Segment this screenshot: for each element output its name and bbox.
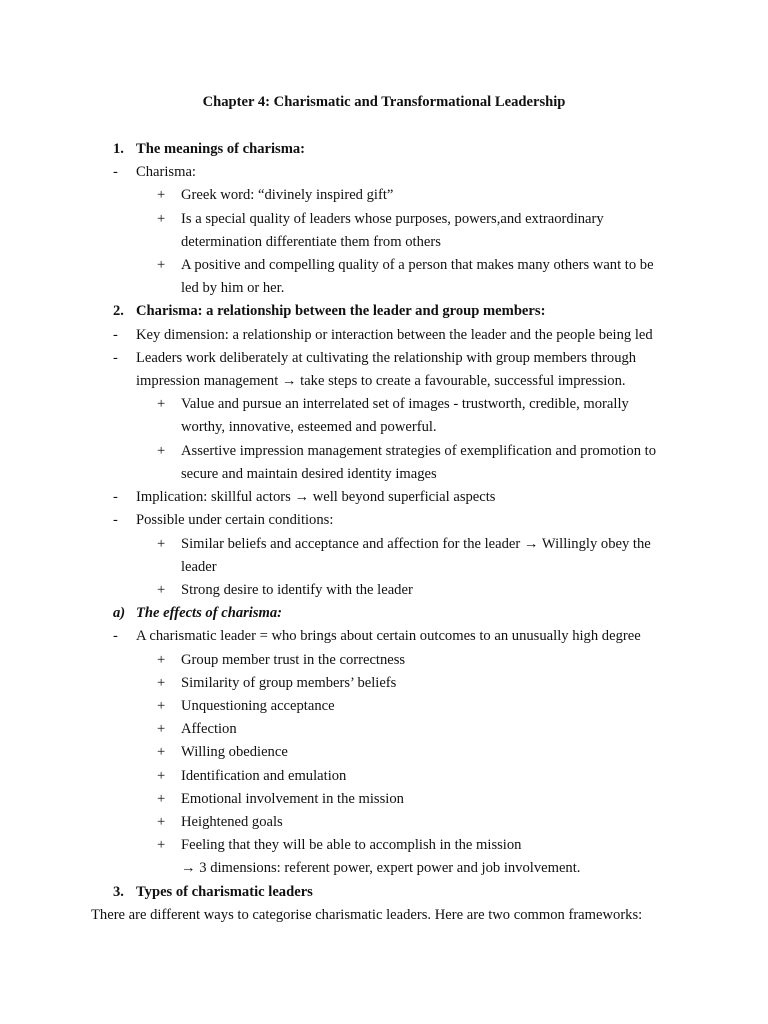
text-line: Implication: skillful actors → well beyond superficial aspects	[136, 489, 496, 505]
list-marker: +	[157, 187, 166, 203]
text-line: leader	[181, 559, 217, 575]
list-marker: +	[157, 791, 166, 807]
list-marker: +	[157, 698, 166, 714]
text-line: Charisma:	[136, 164, 196, 180]
text-line: Value and pursue an interrelated set of images - trustworth, credible, morally	[181, 396, 629, 412]
section-heading: Types of charismatic leaders	[136, 884, 313, 900]
list-marker: +	[157, 443, 166, 459]
text-line: impression management → take steps to create a favourable, successful impression.	[136, 373, 626, 389]
section-heading: The meanings of charisma:	[136, 141, 306, 157]
text-line: There are different ways to categorise charismatic leaders. Here are two common frameworks:	[91, 907, 643, 923]
list-marker: +	[157, 536, 166, 552]
text-line: Assertive impression management strategies of exemplification and promotion to	[181, 443, 656, 459]
text-line: Affection	[181, 721, 237, 737]
list-marker: +	[157, 582, 166, 598]
text-line: Feeling that they will be able to accomplish in the mission	[181, 837, 522, 853]
text-line: Possible under certain conditions:	[136, 512, 334, 528]
text-line: Is a special quality of leaders whose purposes, powers,and extraordinary	[181, 211, 604, 227]
text-line: → 3 dimensions: referent power, expert power and job involvement.	[181, 860, 581, 876]
page-title: Chapter 4: Charismatic and Transformational Leadership	[202, 94, 566, 110]
text-line: Group member trust in the correctness	[181, 652, 406, 668]
list-marker: -	[113, 350, 118, 366]
list-marker: +	[157, 396, 166, 412]
text-line: led by him or her.	[181, 280, 285, 296]
text-line: Similarity of group members’ beliefs	[181, 675, 397, 691]
text-line: A positive and compelling quality of a person that makes many others want to be	[181, 257, 654, 273]
text-line: determination differentiate them from others	[181, 234, 441, 250]
text-line: Emotional involvement in the mission	[181, 791, 404, 807]
list-marker: -	[113, 628, 118, 644]
list-marker: +	[157, 675, 166, 691]
list-marker: +	[157, 814, 166, 830]
text-line: Leaders work deliberately at cultivating the relationship with group members through	[136, 350, 637, 366]
text-line: Similar beliefs and acceptance and affection for the leader → Willingly obey the	[181, 536, 651, 552]
text-line: Heightened goals	[181, 814, 283, 830]
list-marker: +	[157, 652, 166, 668]
text-line: Identification and emulation	[181, 768, 347, 784]
text-line: Key dimension: a relationship or interaction between the leader and the people being led	[136, 327, 653, 343]
text-line: Willing obedience	[181, 744, 288, 760]
list-marker: 3.	[113, 884, 124, 900]
list-marker: +	[157, 257, 166, 273]
text-line: Strong desire to identify with the leader	[181, 582, 413, 598]
list-marker: +	[157, 768, 166, 784]
list-marker: -	[113, 164, 118, 180]
section-heading: The effects of charisma:	[136, 605, 283, 621]
list-marker: +	[157, 744, 166, 760]
text-line: A charismatic leader = who brings about certain outcomes to an unusually high degree	[136, 628, 641, 644]
section-heading: Charisma: a relationship between the leader and group members:	[136, 303, 546, 319]
list-marker: +	[157, 211, 166, 227]
text-line: Greek word: “divinely inspired gift”	[181, 187, 394, 203]
text-line: worthy, innovative, esteemed and powerful.	[181, 419, 437, 435]
list-marker: -	[113, 512, 118, 528]
list-marker: 1.	[113, 141, 124, 157]
list-marker: -	[113, 489, 118, 505]
list-marker: 2.	[113, 303, 124, 319]
list-marker: a)	[113, 605, 126, 621]
text-line: Unquestioning acceptance	[181, 698, 335, 714]
list-marker: -	[113, 327, 118, 343]
list-marker: +	[157, 837, 166, 853]
text-line: secure and maintain desired identity images	[181, 466, 437, 482]
list-marker: +	[157, 721, 166, 737]
